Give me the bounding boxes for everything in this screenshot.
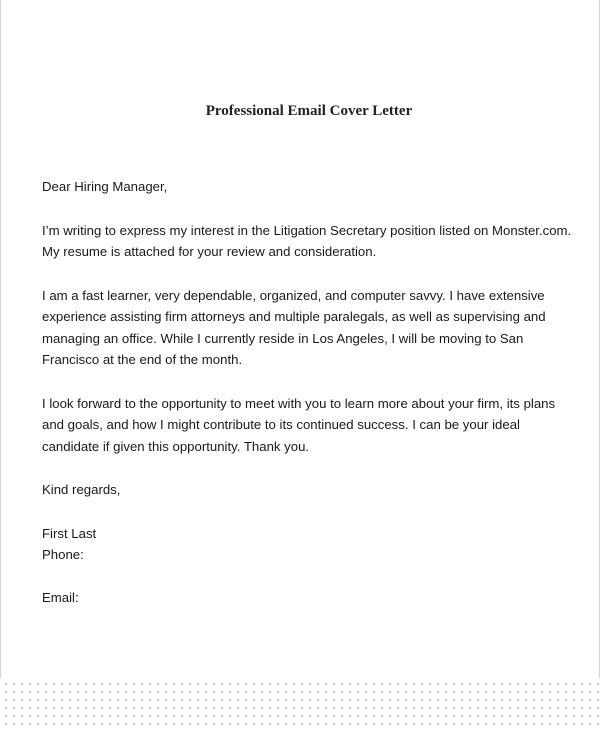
paragraph-line: I’m writing to express my interest in the Litigation Secretary position listed on Monster.com.	[42, 222, 572, 238]
email-label: Email:	[42, 589, 79, 605]
paragraph-closing-statement	[42, 393, 582, 458]
paragraph-line: managing an office. While I currently reside in Los Angeles, I will be moving to San	[42, 330, 524, 346]
paragraph-line: I look forward to the opportunity to meet with you to learn more about your firm, its plans	[42, 395, 556, 411]
document-title: Professional Email Cover Letter	[205, 103, 413, 119]
paragraph-line: experience assisting firm attorneys and multiple paralegals, as well as supervising and	[42, 309, 546, 324]
phone-label: Phone:	[42, 547, 84, 562]
paragraph-experience	[42, 285, 582, 371]
letter-body	[42, 176, 582, 608]
dotted-background-strip	[0, 678, 600, 730]
paragraph-line: My resume is attached for your review and consideration.	[42, 244, 377, 259]
paragraph-line: and goals, and how I might contribute to its continued success. I can be your ideal	[42, 417, 520, 432]
page-border-left	[0, 0, 1, 678]
paragraph-line: Francisco at the end of the month.	[42, 352, 243, 367]
paragraph-interest	[42, 220, 582, 263]
paragraph-line: I am a fast learner, very dependable, organized, and computer savvy. I have extensive	[42, 287, 545, 303]
closing: Kind regards,	[42, 482, 121, 497]
signature-name: First Last	[42, 525, 97, 541]
salutation: Dear Hiring Manager,	[42, 179, 168, 194]
paragraph-line: candidate if given this opportunity. Thank you.	[42, 438, 310, 454]
